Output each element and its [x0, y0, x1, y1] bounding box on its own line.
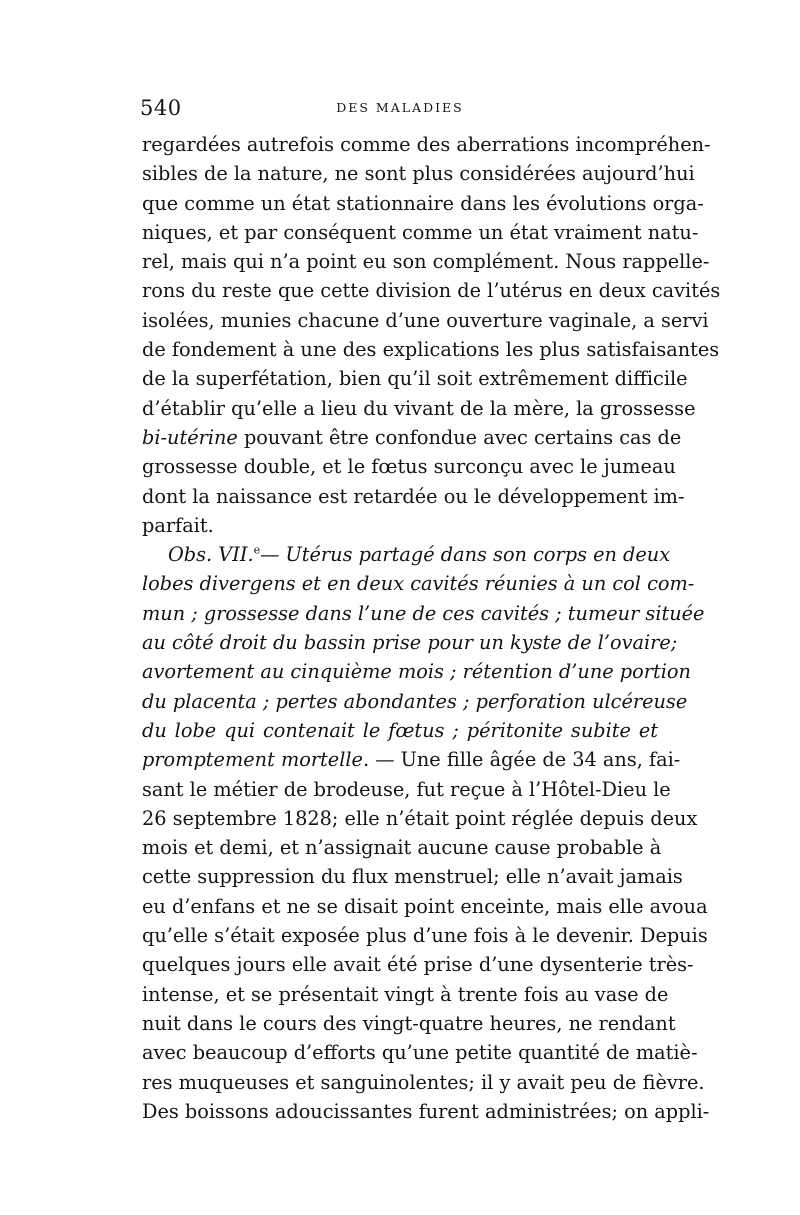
- text-line: Des boissons adoucissantes furent administrées; on appli-: [142, 1099, 710, 1123]
- italic-term: bi-utérine: [142, 425, 238, 449]
- text-line: regardées autrefois comme des aberrations incompréhen-: [142, 133, 711, 156]
- observation-title-line: avortement au cinquième mois ; rétention d’une portion: [142, 660, 691, 684]
- running-header: [140, 96, 660, 126]
- text-line: d’établir qu’elle a lieu du vivant de la mère, la grossesse: [142, 396, 696, 420]
- observation-label: Obs. VII.: [168, 543, 254, 567]
- text-line: sant le métier de brodeuse, fut reçue à l’Hôtel-Dieu le: [142, 777, 671, 801]
- observation-superscript: e: [253, 543, 261, 557]
- text-line: sibles de la nature, ne sont plus considérées aujourd’hui: [142, 162, 695, 186]
- text-line: grossesse double, et le fœtus surconçu avec le jumeau: [142, 455, 676, 479]
- page-number: 540: [140, 96, 182, 120]
- text-line: avec beaucoup d’efforts qu’une petite quantité de matiè-: [142, 1041, 698, 1065]
- body-text: [142, 130, 721, 1126]
- text-line: res muqueuses et sanguinolentes; il y avait peu de fièvre.: [142, 1070, 705, 1094]
- observation-title-start: — Utérus partagé dans son corps en deux: [260, 543, 671, 567]
- text-line: mois et demi, et n’assignait aucune cause probable à: [142, 836, 662, 860]
- text-line: nuit dans le cours des vingt-quatre heures, ne rendant: [142, 1011, 676, 1035]
- text-line: eu d’enfans et ne se disait point enceinte, mais elle avoua: [142, 894, 708, 918]
- text-line: de la superfétation, bien qu’il soit extrêmement difficile: [142, 367, 688, 391]
- text-line: rel, mais qui n’a point eu son complément. Nous rappelle-: [142, 250, 710, 274]
- text-line: qu’elle s’était exposée plus d’une fois à le devenir. Depuis: [142, 924, 708, 948]
- text-line: quelques jours elle avait été prise d’une dysenterie très-: [142, 953, 694, 977]
- text-line: [142, 423, 682, 452]
- text-line: que comme un état stationnaire dans les évolutions orga-: [142, 191, 704, 215]
- observation-title-line: lobes divergens et en deux cavités réunies à un col com-: [142, 572, 695, 596]
- text-line: intense, et se présentait vingt à trente fois au vase de: [142, 982, 669, 1006]
- line-continuation: — Une fille âgée de 34 ans, fai-: [369, 748, 681, 772]
- text-line: isolées, munies chacune d’une ouverture vaginale, a servi: [142, 308, 709, 332]
- text-line: 26 septembre 1828; elle n’était point réglée depuis deux: [142, 806, 698, 830]
- text-line: dont la naissance est retardée ou le développement im-: [142, 484, 685, 508]
- observation-title-line: du placenta ; pertes abondantes ; perforation ulcéreuse: [142, 689, 688, 713]
- paragraph-end-line: parfait.: [142, 513, 214, 537]
- observation-title-line: au côté droit du bassin prise pour un kyste de l’ovaire;: [142, 631, 678, 655]
- text-line: rons du reste que cette division de l’utérus en deux cavités: [142, 279, 721, 303]
- text-line: niques, et par conséquent comme un état vraiment natu-: [142, 220, 699, 244]
- observation-title-line: du lobe qui contenait le fœtus ; péritonite subite et: [142, 718, 658, 742]
- observation-title-end: promptement mortelle.: [142, 748, 370, 772]
- text-line: de fondement à une des explications les plus satisfaisantes: [142, 338, 720, 362]
- observation-title-line: mun ; grossesse dans l’une de ces cavités ; tumeur située: [142, 601, 705, 625]
- text-line: cette suppression du flux menstruel; elle n’avait jamais: [142, 865, 683, 889]
- observation-heading-line: [142, 540, 671, 569]
- line-continuation: pouvant être confondue avec certains cas de: [237, 425, 682, 449]
- text-line: [142, 745, 681, 774]
- running-title: DES MALADIES: [336, 100, 464, 115]
